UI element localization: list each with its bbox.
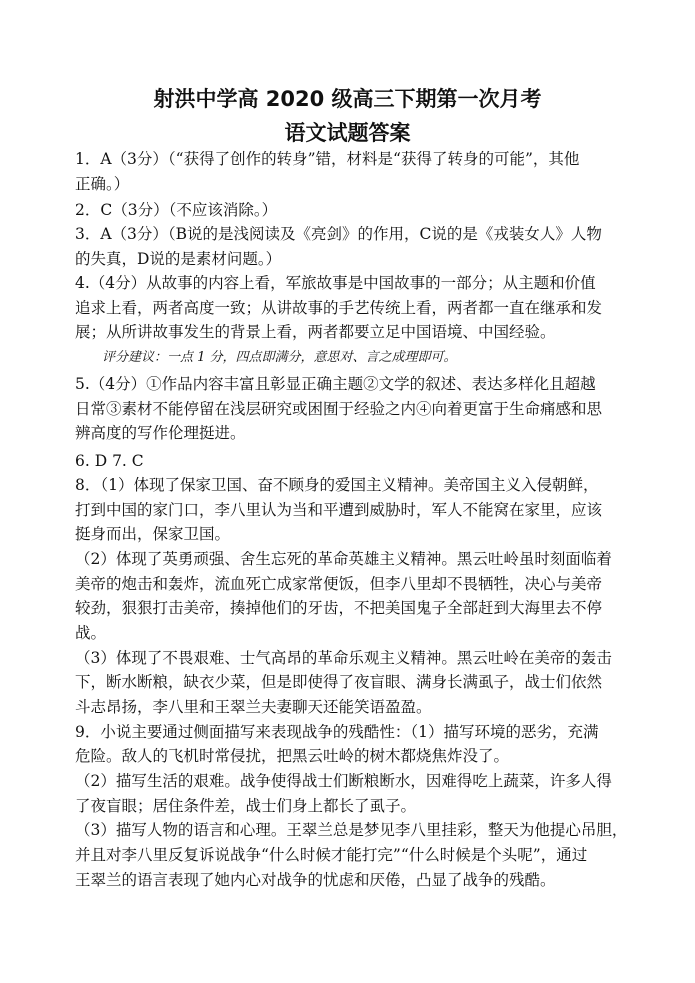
answer-8-line-7: 战。 xyxy=(75,624,107,642)
answer-8-line-10: 斗志昂扬，李八里和王翠兰夫妻聊天还能笑语盈盈。 xyxy=(75,698,432,716)
answer-5-line-2: 日常③素材不能停留在浅层研究或困囿于经验之内④向着更富于生命痛感和思 xyxy=(75,400,603,418)
answer-8-line-2: 打到中国的家门口，李八里认为当和平遭到威胁时，军人不能窝在家里，应该 xyxy=(75,501,603,519)
answer-9-line-2: 危险。敌人的飞机时常侵扰，把黑云吐岭的树木都烧焦炸没了。 xyxy=(75,747,510,765)
answer-9-line-3: （2）描写生活的艰难。战争使得战士们断粮断水，因难得吃上蔬菜，许多人得 xyxy=(75,772,612,790)
answer-8-line-6: 较劲，狠狠打击美帝，揍掉他们的牙齿，不把美国鬼子全部赶到大海里去不停 xyxy=(75,599,603,617)
answer-1-line-1: 1．A（3分）（“获得了创作的转身”错，材料是“获得了转身的可能”，其他 xyxy=(75,150,580,168)
page-subtitle: 语文试题答案 xyxy=(284,121,411,145)
answer-5-line-1: 5.（4分）①作品内容丰富且彰显正确主题②文学的叙述、表达多样化且超越 xyxy=(75,375,596,393)
answer-9-line-7: 王翠兰的语言表现了她内心对战争的忧虑和厌倦，凸显了战争的残酷。 xyxy=(75,871,556,889)
answer-8-line-9: 下，断水断粮，缺衣少菜，但是即使得了夜盲眼、满身长满虱子，战士们依然 xyxy=(75,673,603,691)
answer-1-line-2: 正确。） xyxy=(75,175,130,193)
answer-9-line-4: 了夜盲眼；居住条件差，战士们身上都长了虱子。 xyxy=(75,797,417,815)
answer-2-line-1: 2．C（3分）（不应该消除。） xyxy=(75,201,278,219)
answer-8-line-8: （3）体现了不畏艰难、士气高昂的革命乐观主义精神。黑云吐岭在美帝的轰击 xyxy=(75,649,612,667)
answer-4-line-1: 4.（4分）从故事的内容上看，军旅故事是中国故事的一部分；从主题和价值 xyxy=(75,274,596,292)
answer-9-line-1: 9．小说主要通过侧面描写来表现战争的残酷性：（1）描写环境的恶劣，充满 xyxy=(75,723,599,741)
answer-9-line-5: （3）描写人物的语言和心理。王翠兰总是梦见李八里挂彩，整天为他提心吊胆， xyxy=(75,821,628,839)
page-title: 射洪中学高 2020 级高三下期第一次月考 xyxy=(153,87,542,111)
answer-9-line-6: 并且对李八里反复诉说战争“什么时候才能打完”“什么时候是个头呢”，通过 xyxy=(75,846,588,864)
scoring-note: 评分建议：一点 1 分，四点即满分，意思对、言之成理即可。 xyxy=(102,350,457,365)
answer-8-line-3: 挺身而出，保家卫国。 xyxy=(75,525,231,543)
answer-8-line-1: 8．（1）体现了保家卫国、奋不顾身的爱国主义精神。美帝国主义入侵朝鲜， xyxy=(75,476,599,494)
answer-4-line-3: 展；从所讲故事发生的背景上看，两者都要立足中国语境、中国经验。 xyxy=(75,323,556,341)
answer-3-line-2: 的失真，D说的是素材问题。） xyxy=(75,250,282,268)
answer-5-line-3: 辨高度的写作伦理挺进。 xyxy=(75,424,246,442)
answer-6-7-line: 6. D 7. C xyxy=(75,452,144,470)
answer-8-line-5: 美帝的炮击和轰炸，流血死亡成家常便饭，但李八里却不畏牺牲，决心与美帝 xyxy=(75,575,603,593)
answer-8-line-4: （2）体现了英勇顽强、舍生忘死的革命英雄主义精神。黑云吐岭虽时刻面临着 xyxy=(75,550,612,568)
answer-4-line-2: 追求上看，两者高度一致；从讲故事的手艺传统上看，两者都一直在继承和发 xyxy=(75,299,603,317)
answer-3-line-1: 3．A（3分）（B说的是浅阅读及《亮剑》的作用，C说的是《戎装女人》人物 xyxy=(75,225,602,243)
